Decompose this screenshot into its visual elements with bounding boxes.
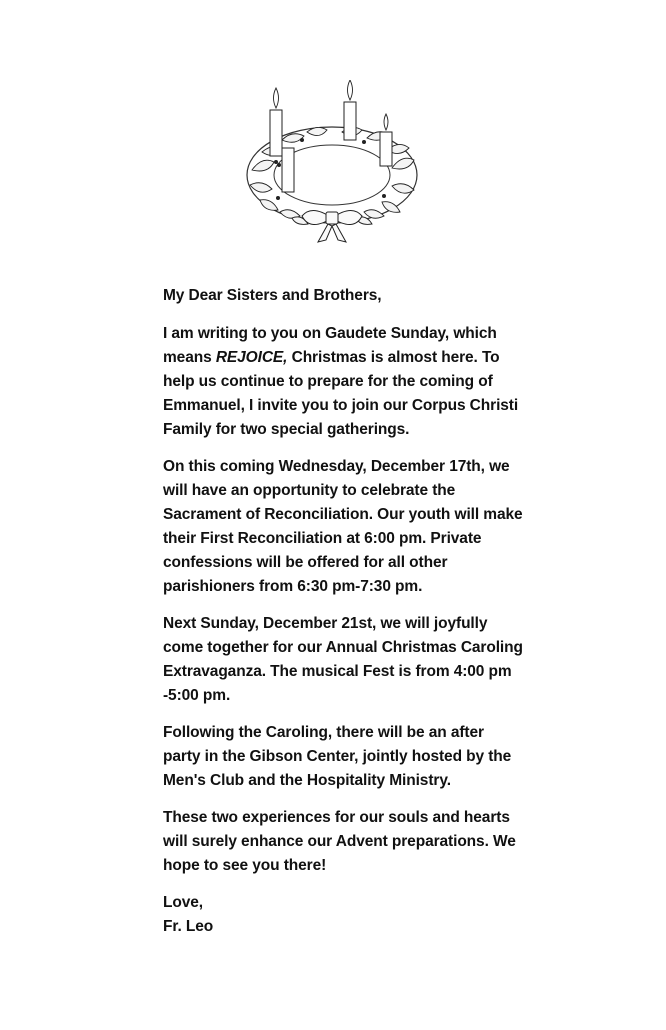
letter-greeting: My Dear Sisters and Brothers,: [163, 287, 382, 304]
letter-signature: Fr. Leo: [163, 918, 214, 935]
letter-closing: Love,: [163, 894, 203, 911]
letter-body: [163, 284, 523, 939]
paragraph-gaudete-start: I am writing to you on Gaudete Sunday, which means: [163, 325, 497, 366]
advent-wreath-icon: [232, 80, 432, 245]
paragraph-gaudete-end: Christmas is almost here. To help us continue to prepare for the coming of Emmanuel, I invite you to join our Corpus Christi Family for two special gatherings.: [163, 349, 519, 438]
paragraph-after-party: Following the Caroling, there will be an after party in the Gibson Center, jointly hosted by the Men's Club and the Hospitality Ministry.: [163, 724, 512, 789]
paragraph-caroling: Next Sunday, December 21st, we will joyfully come together for our Annual Christmas Caroling Extravaganza. The musical Fest is from 4:00 pm -5:00 pm.: [163, 615, 523, 704]
rejoice-emphasis: REJOICE,: [215, 349, 288, 366]
paragraph-closing-remarks: These two experiences for our souls and hearts will surely enhance our Advent preparations. We hope to see you there!: [163, 809, 516, 874]
paragraph-reconciliation: On this coming Wednesday, December 17th, we will have an opportunity to celebrate the Sacrament of Reconciliation. Our youth will make their First Reconciliation at 6:00 pm. Private confessions will be offered for all other parishioners from 6:30 pm-7:30 pm.: [163, 458, 523, 595]
paragraph-gaudete: [163, 322, 523, 442]
